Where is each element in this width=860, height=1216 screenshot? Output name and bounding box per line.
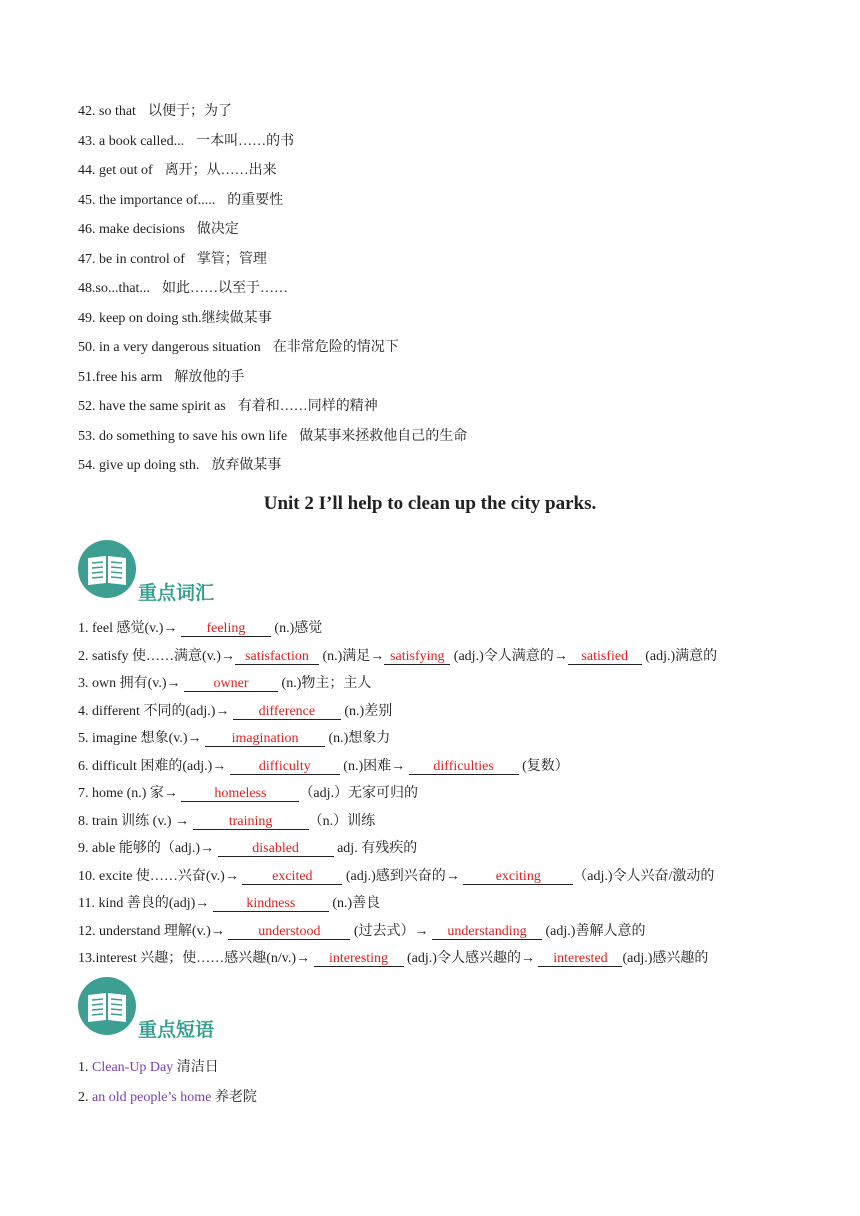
phrase-item: 46. make decisions 做决定 <box>78 222 239 237</box>
phrase-list-bottom <box>78 1059 257 1118</box>
key-phrase-item: 1. Clean-Up Day 清洁日 <box>78 1060 219 1075</box>
key-phrase-item: 2. an old people’s home 养老院 <box>78 1089 257 1105</box>
phrase-item: 53. do something to save his own life 做某事来拯救他自己的生命 <box>78 428 468 444</box>
answer-blank: homeless <box>181 786 299 802</box>
phrase-item: 50. in a very dangerous situation 在非常危险的情况下 <box>78 340 399 355</box>
answer-blank: owner <box>184 676 278 692</box>
answer-blank: understood <box>228 924 350 940</box>
vocab-row: 6. difficult 困难的(adj.)→ difficulty (n.)困难→ difficulties (复数） <box>78 758 569 774</box>
phrase-item: 42. so that 以便于；为了 <box>78 104 232 119</box>
answer-blank: feeling <box>181 621 271 637</box>
answer-blank: excited <box>242 869 342 885</box>
answer-blank: satisfying <box>384 649 450 665</box>
vocab-row: 3. own 拥有(v.)→ owner (n.)物主；主人 <box>78 676 372 691</box>
answer-blank: training <box>193 814 309 830</box>
vocab-row: 9. able 能够的（adj.)→ disabled adj. 有残疾的 <box>78 841 418 856</box>
unit-title: Unit 2 I’ll help to clean up the city parks. <box>263 493 597 514</box>
phrase-item: 51.free his arm 解放他的手 <box>78 369 245 385</box>
phrase-item: 47. be in control of 掌管；管理 <box>78 251 267 267</box>
vocab-row: 11. kind 善良的(adj)→ kindness (n.)善良 <box>78 896 381 911</box>
open-book-icon <box>78 977 136 1035</box>
vocab-row: 12. understand 理解(v.)→ understood (过去式）→ understanding (adj.)善解人意的 <box>78 923 646 939</box>
vocab-row: 10. excite 使……兴奋(v.)→ excited (adj.)感到兴奋的→ exciting （adj.)令人兴奋/激动的 <box>78 868 715 884</box>
answer-blank: satisfied <box>568 649 642 665</box>
vocab-row: 2. satisfy 使……满意(v.)→ satisfaction (n.)满足→ satisfying (adj.)令人满意的→ satisfied (adj.)满意的 <box>78 648 718 664</box>
phrase-item: 43. a book called... 一本叫……的书 <box>78 133 295 149</box>
vocab-row: 5. imagine 想象(v.)→ imagination (n.)想象力 <box>78 731 391 746</box>
phrase-list-top <box>78 103 778 487</box>
vocab-row: 7. home (n.) 家→ homeless （adj.）无家可归的 <box>78 786 419 801</box>
answer-blank: exciting <box>463 869 573 885</box>
answer-blank: difficulties <box>409 759 519 775</box>
phrase-item: 45. the importance of..... 的重要性 <box>78 192 284 208</box>
section-title-vocab: 重点词汇 <box>138 582 215 604</box>
answer-blank: imagination <box>205 731 325 747</box>
vocab-row: 1. feel 感觉(v.)→ feeling (n.)感觉 <box>78 621 323 636</box>
phrase-item: 48.so...that... 如此……以至于…… <box>78 281 288 296</box>
answer-blank: kindness <box>213 896 329 912</box>
answer-blank: disabled <box>218 841 334 857</box>
answer-blank: satisfaction <box>235 649 319 665</box>
vocab-row: 8. train 训练 (v.) → training （n.）训练 <box>78 813 376 829</box>
section-header-vocab <box>78 540 378 602</box>
section-title-phrases: 重点短语 <box>138 1019 215 1041</box>
answer-blank: difficulty <box>230 759 340 775</box>
phrase-item: 44. get out of 离开；从……出来 <box>78 163 277 178</box>
phrase-item: 49. keep on doing sth.继续做某事 <box>78 310 272 326</box>
section-header-phrases <box>78 977 378 1039</box>
phrase-item: 52. have the same spirit as 有着和……同样的精神 <box>78 399 378 414</box>
vocab-list <box>78 620 798 978</box>
vocab-row: 4. different 不同的(adj.)→ difference (n.)差别 <box>78 703 393 719</box>
answer-blank: difference <box>233 704 341 720</box>
phrase-item: 54. give up doing sth. 放弃做某事 <box>78 458 282 473</box>
answer-blank: understanding <box>432 924 542 940</box>
answer-blank: interesting <box>314 951 404 967</box>
vocab-row: 13.interest 兴趣；使……感兴趣(n/v.)→ interesting (adj.)令人感兴趣的→ interested (adj.)感兴趣的 <box>78 951 709 966</box>
answer-blank: interested <box>538 951 622 967</box>
open-book-icon <box>78 540 136 598</box>
